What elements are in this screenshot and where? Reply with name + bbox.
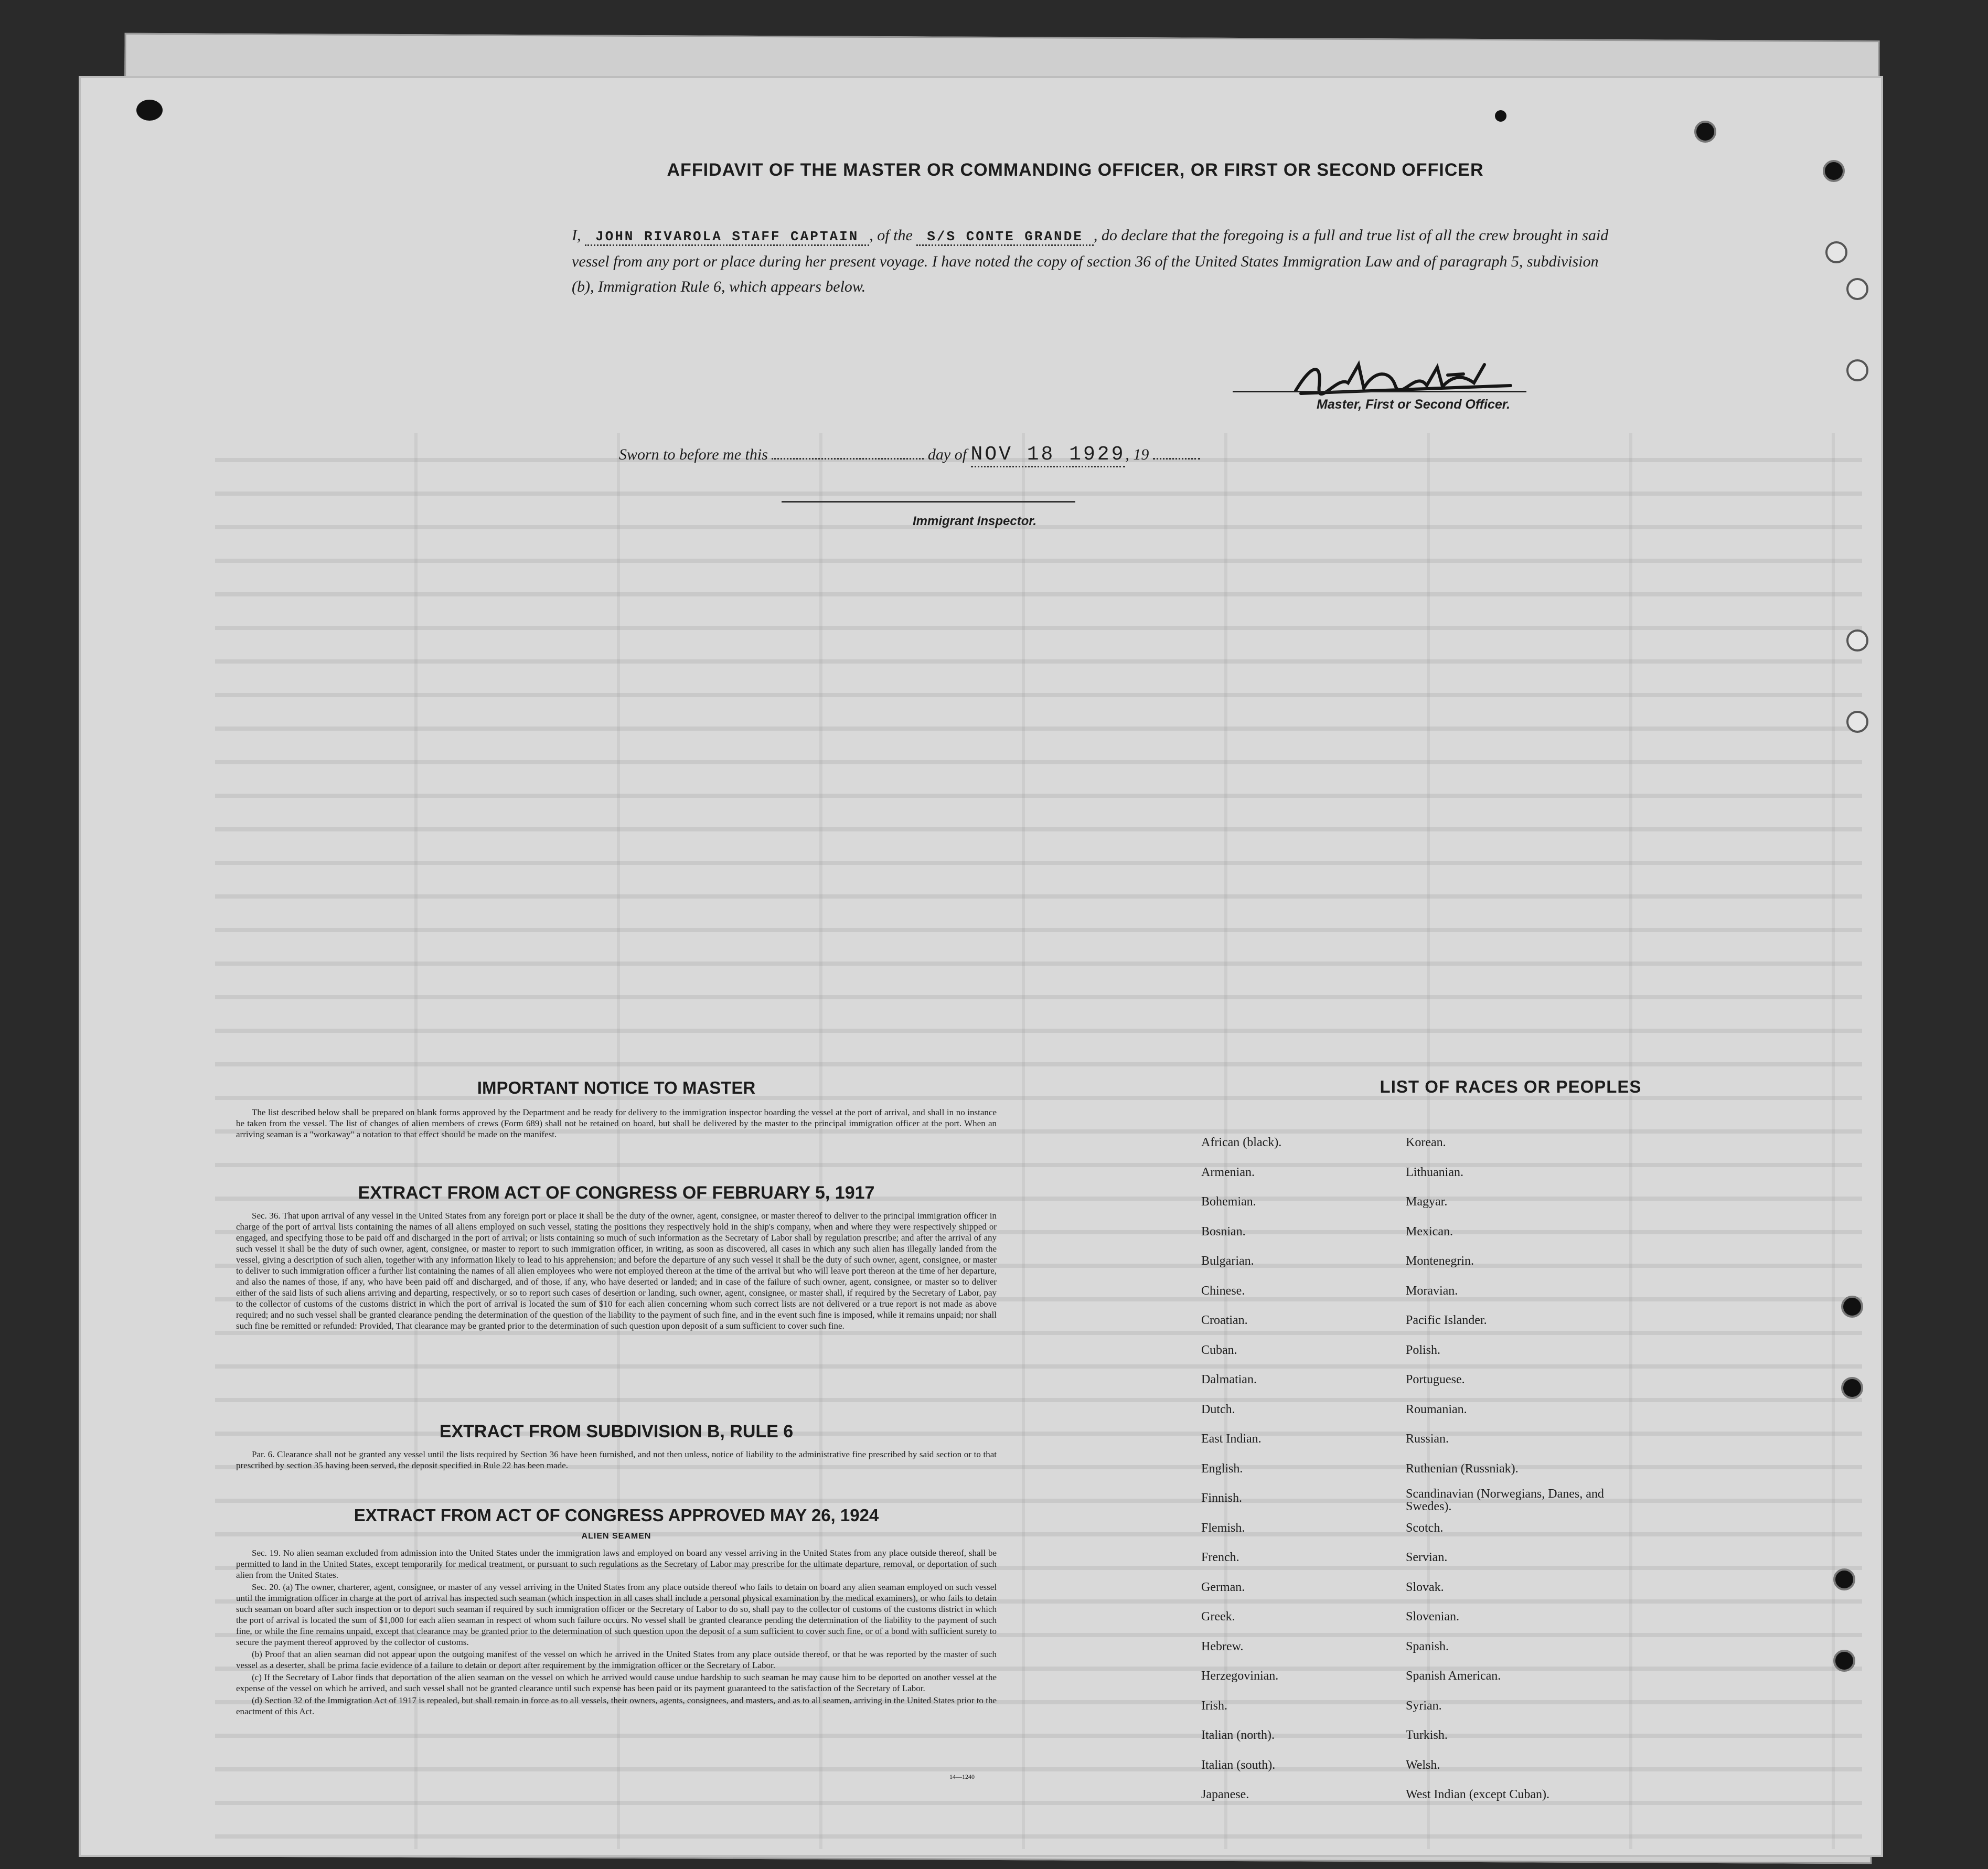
ink-blot [136, 100, 163, 121]
race-item: Croatian. [1201, 1313, 1248, 1327]
race-item: Japanese. [1201, 1788, 1249, 1801]
punch-hole [1841, 1296, 1863, 1318]
of-the-text: , of the [869, 227, 913, 244]
rule6-text [236, 1449, 997, 1472]
rule6-title: EXTRACT FROM SUBDIVISION B, RULE 6 [439, 1422, 794, 1441]
races-left-column [1201, 1128, 1401, 1810]
sec-20c-paragraph: (c) If the Secretary of Labor finds that deportation of the alien seaman on the vessel on which he arrived would cause undue hardship to such seaman he may cause him to be deported on another vessel at the expense of the vessel on which he arrived, and such vessel shall not be granted clearance until such expense has been paid or its payment guaranteed to the satisfaction of the Secretary of Labor. [236, 1672, 997, 1693]
race-item: East Indian. [1201, 1432, 1262, 1446]
race-item: Spanish. [1406, 1639, 1449, 1653]
race-item: Lithuanian. [1406, 1165, 1463, 1179]
race-item: Korean. [1406, 1136, 1446, 1149]
race-item: Irish. [1201, 1699, 1227, 1713]
race-item: African (black). [1201, 1136, 1282, 1149]
year-prefix: , 19 [1125, 446, 1149, 463]
punch-hole [1833, 1650, 1855, 1672]
sec-20b-paragraph: (b) Proof that an alien seaman did not appear upon the outgoing manifest of the vessel on which he arrived in the United States from any place outside thereof, or that he was reported by the master of such vessel as a deserter, shall be prima facie evidence of a failure to detain or deport after requirement by the immigration officer or the Secretary of Labor. [236, 1649, 997, 1670]
affidavit-title: AFFIDAVIT OF THE MASTER OR COMMANDING OFFICER, OR FIRST OR SECOND OFFICER [667, 160, 1484, 180]
race-item: Scandinavian (Norwegians, Danes, and Swedes). [1406, 1487, 1604, 1513]
sworn-prefix: Sworn to before me this [619, 446, 768, 463]
signature-line [1233, 391, 1526, 392]
race-item: French. [1201, 1551, 1239, 1564]
race-item: Italian (south). [1201, 1758, 1276, 1772]
form-code: 14—1240 [949, 1773, 975, 1780]
extract-1917-text [236, 1210, 997, 1332]
race-item: Spanish American. [1406, 1669, 1501, 1683]
master-signature [1290, 354, 1516, 401]
sworn-line [619, 443, 1200, 467]
race-item: Russian. [1406, 1432, 1449, 1446]
race-item: English. [1201, 1461, 1243, 1476]
race-item: Polish. [1406, 1343, 1441, 1357]
race-item: German. [1201, 1580, 1245, 1594]
do-declare-text: , do declare [1093, 227, 1168, 244]
race-item: Bulgarian. [1201, 1254, 1254, 1268]
inspector-line [782, 501, 1075, 503]
notice-title: IMPORTANT NOTICE TO MASTER [477, 1078, 756, 1097]
affidavit-statement: that the foregoing is a full and true list of all the crew brought in said vessel from any port or place during her present voyage. I have noted the copy of section 36 of the United States Immigration Law and of paragraph 5, subdivision (b), Immigration Rule 6, which appears below. [572, 227, 1609, 295]
sec-20d-paragraph: (d) Section 32 of the Immigration Act of 1917 is repealed, but shall remain in force as to all vessels, their owners, agents, consignees, and masters, and as to all seamen, arriving in the United States prior to the enactment of this Act. [236, 1695, 997, 1716]
race-item: Slovenian. [1406, 1610, 1459, 1624]
race-item: Flemish. [1201, 1521, 1245, 1535]
race-item: Roumanian. [1406, 1402, 1467, 1416]
race-item: Chinese. [1201, 1284, 1245, 1298]
punch-hole [1846, 711, 1868, 733]
race-item: Dutch. [1201, 1402, 1235, 1416]
race-item: West Indian (except Cuban). [1406, 1788, 1549, 1801]
race-item: Herzegovinian. [1201, 1669, 1279, 1683]
race-item: Welsh. [1406, 1758, 1440, 1772]
race-item: Moravian. [1406, 1284, 1458, 1298]
affidavit-body [572, 223, 1621, 300]
race-item: Slovak. [1406, 1580, 1444, 1594]
race-item: Italian (north). [1201, 1728, 1275, 1742]
extract-1924-title: EXTRACT FROM ACT OF CONGRESS APPROVED MAY 26, 1924 [354, 1505, 879, 1525]
punch-hole [1846, 278, 1868, 300]
rule6-paragraph: Par. 6. Clearance shall not be granted any vessel until the lists required by Section 36 have been furnished, and not then unless, notice of liability to the administrative fine prescribed by said section or to that prescribed by section 35 having been served, the deposit specified in Rule 22 has been made. [236, 1449, 997, 1470]
punch-hole [1825, 241, 1847, 263]
alien-seamen-subtitle: ALIEN SEAMEN [581, 1532, 651, 1541]
race-item: Scotch. [1406, 1521, 1444, 1535]
punch-hole [1823, 160, 1845, 182]
race-item: Syrian. [1406, 1699, 1442, 1713]
day-blank [772, 458, 924, 460]
race-item: Armenian. [1201, 1165, 1255, 1179]
race-item: Dalmatian. [1201, 1373, 1257, 1386]
race-item: Hebrew. [1201, 1639, 1244, 1653]
race-item: Cuban. [1201, 1343, 1237, 1357]
sec-20a-paragraph: Sec. 20. (a) The owner, charterer, agent, consignee, or master of any vessel arriving in the United States from any place outside thereof who fails to detain on board any alien seaman employed on such vessel until the immigration officer in charge at the port of arrival has inspected such seaman (which inspection in all cases shall include a personal physical examination by the medical examiners), or who fails to detain such seaman on board after such inspection or to deport such seaman if required by such immigration officer or the Secretary of Labor to do so, shall pay to the collector of customs of the customs district in which the port of arrival is located the sum of $1,000 for each alien seaman in respect of whom such failure occurs. No vessel shall be granted clearance pending the determination of the liability to the payment of such fine, or while the fine remains unpaid, except that clearance may be granted prior to the determination of such question upon the deposit of a sum sufficient to cover such fine, or of a bond with sufficient surety to secure the payment thereof approved by the collector of customs. [236, 1582, 997, 1647]
notice-text [236, 1107, 997, 1141]
race-item: Pacific Islander. [1406, 1313, 1487, 1327]
race-item: Bohemian. [1201, 1195, 1256, 1209]
day-of-text: day of [927, 446, 967, 463]
vessel-name-field: S/S CONTE GRANDE [916, 229, 1094, 246]
sec-19-paragraph: Sec. 19. No alien seaman excluded from admission into the United States under the immigration laws and employed on board any vessel arriving in the United States from any place outside thereof, shall be permitted to land in the United States, except temporarily for medical treatment, or pursuant to such regulations as the Secretary of Labor may prescribe for the ultimate departure, removal, or deportation of such alien from the United States. [236, 1548, 997, 1580]
date-stamp: NOV 18 1929 [970, 443, 1126, 466]
race-item: Ruthenian (Russniak). [1406, 1461, 1519, 1476]
punch-hole [1846, 629, 1868, 652]
extract-1917-title: EXTRACT FROM ACT OF CONGRESS OF FEBRUARY 5, 1917 [358, 1183, 875, 1203]
punch-hole [1694, 121, 1716, 143]
date-field [971, 443, 1126, 467]
punch-hole [1846, 359, 1868, 381]
section-36-paragraph: Sec. 36. That upon arrival of any vessel in the United States from any foreign port or place it shall be the duty of the owner, agent, consignee, or master thereof to deliver to the principal immigration officer in charge of the port of arrival lists containing the names of all aliens employed on such vessel, stating the positions they respectively hold in the ship's company, when and where they were respectively shipped or engaged, and specifying those to be paid off and discharged in the port of arrival; or lists containing so much of such information as the Secretary of Labor shall by regulation prescribe; and after the arrival of any such vessel it shall be the duty of such owner, agent, consignee, or master to report to such immigration officer, in writing, as soon as discovered, all cases in which any such alien has illegally landed from the vessel, giving a description of such alien, together with any information likely to lead to his apprehension; and before the departure of any such vessel it shall be the duty of such owner, agent, consignee, or master to deliver to such immigration officer a further list containing the names of all alien employees who were not employed thereon at the time of the arrival but who will leave port thereon at the time of her departure, and also the names of those, if any, who have been paid off and discharged, and of those, if any, who have deserted or landed; and in case of the failure of such owner, agent, consignee, or master so to deliver either of the said lists of such aliens arriving and departing, respectively, or so to report such cases of desertion or landing, such owner, agent, consignee, or master shall, if required by the Secretary of Labor, pay to the collector of customs of the customs district in which the port of arrival is located the sum of $10 for each alien concerning whom such correct lists are not delivered or a true report is not made as above required; and no such vessel shall be granted clearance pending the determination of the question of the liability to the payment of such fine, and in the event such fine is imposed, while it remains unpaid; nor shall such fine be remitted or refunded: Provided, That clearance may be granted prior to the determination of such question upon deposit of a sum sufficient to cover such fine. [236, 1211, 997, 1331]
race-item: Magyar. [1406, 1195, 1448, 1209]
race-item: Portuguese. [1406, 1373, 1465, 1386]
lead-text: I, [572, 227, 581, 244]
manifest-page [79, 76, 1883, 1857]
race-item: Greek. [1201, 1610, 1235, 1624]
ink-blot [1495, 110, 1506, 122]
race-item: Finnish. [1201, 1491, 1243, 1505]
race-item: Servian. [1406, 1551, 1448, 1564]
notice-paragraph: The list described below shall be prepared on blank forms approved by the Department and be ready for delivery to the immigration inspector boarding the vessel at the port of arrival, and shall in no instance be taken from the vessel. The list of changes of alien members of crews (Form 689) shall not be retained on board, but shall be delivered by the master to the principal immigration officer at the port. When an arriving seaman is a "workaway" a notation to that effect should be made on the manifest. [236, 1107, 997, 1139]
master-name-field: JOHN RIVAROLA STAFF CAPTAIN [585, 229, 869, 246]
race-item: Mexican. [1406, 1224, 1453, 1238]
races-right-column [1406, 1128, 1637, 1810]
inspector-caption: Immigrant Inspector. [913, 514, 1037, 528]
punch-hole [1833, 1568, 1855, 1590]
race-item: Turkish. [1406, 1728, 1448, 1742]
punch-hole [1841, 1377, 1863, 1399]
race-item: Montenegrin. [1406, 1254, 1474, 1268]
race-item: Bosnian. [1201, 1224, 1246, 1238]
year-blank [1153, 458, 1200, 460]
races-title: LIST OF RACES OR PEOPLES [1380, 1077, 1642, 1096]
signature-caption: Master, First or Second Officer. [1317, 397, 1511, 412]
extract-1924-text [236, 1547, 997, 1718]
